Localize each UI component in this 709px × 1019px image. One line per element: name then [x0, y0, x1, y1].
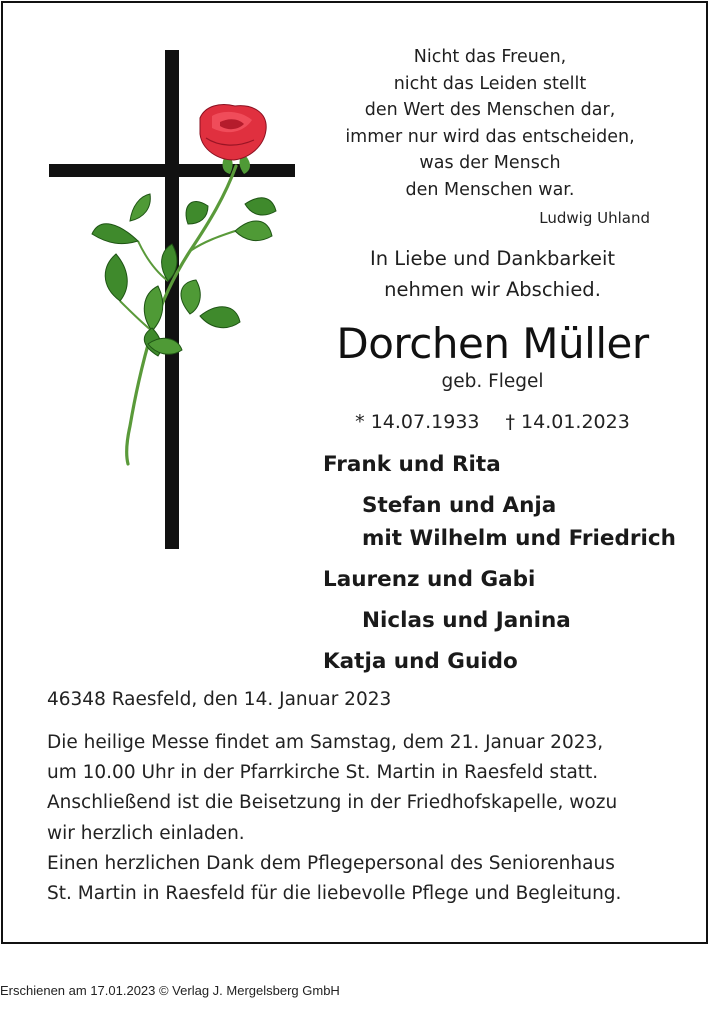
- service-information: [47, 728, 667, 909]
- body-line: Anschließend ist die Beisetzung in der Friedhofskapelle, wozu: [47, 792, 618, 814]
- body-line: St. Martin in Raesfeld für die liebevolle Pflege und Begleitung.: [47, 883, 622, 905]
- deceased-name: Dorchen Müller: [336, 319, 649, 368]
- quote-line: was der Mensch: [419, 153, 561, 173]
- farewell-line-1: In Liebe und Dankbarkeit: [369, 247, 616, 270]
- family-member-line: Stefan und Anja: [362, 493, 557, 518]
- family-member-line: mit Wilhelm und Friedrich: [362, 526, 676, 551]
- family-member-line: Frank und Rita: [323, 452, 501, 477]
- death-date: † 14.01.2023: [505, 411, 630, 433]
- publication-footer: Erschienen am 17.01.2023 © Verlag J. Mergelsberg GmbH: [0, 983, 340, 998]
- rose-icon: [92, 105, 276, 465]
- quote-line: den Menschen war.: [405, 179, 575, 200]
- farewell-line-2: nehmen wir Abschied.: [384, 278, 601, 301]
- cross-with-rose-illustration: [40, 46, 310, 556]
- maiden-name: geb. Flegel: [441, 371, 544, 392]
- family-member-line: Laurenz und Gabi: [323, 567, 536, 592]
- body-line: um 10.00 Uhr in der Pfarrkirche St. Martin in Raesfeld statt.: [47, 762, 599, 784]
- family-member-line: Katja und Guido: [323, 649, 518, 674]
- quote-line: den Wert des Menschen dar,: [364, 100, 616, 120]
- family-member-line: Niclas und Janina: [362, 608, 571, 633]
- place-and-date: 46348 Raesfeld, den 14. Januar 2023: [47, 689, 392, 710]
- body-line: wir herzlich einladen.: [47, 822, 245, 844]
- quote-line: immer nur wird das entscheiden,: [345, 126, 635, 147]
- birth-date: * 14.07.1933: [355, 411, 480, 433]
- poem-quote: [330, 44, 650, 203]
- farewell-text: [330, 243, 655, 305]
- quote-line: Nicht das Freuen,: [413, 47, 567, 67]
- quote-line: nicht das Leiden stellt: [393, 73, 587, 94]
- body-line: Einen herzlichen Dank dem Pflegepersonal des Seniorenhaus: [47, 852, 615, 874]
- quote-author: Ludwig Uhland: [539, 209, 650, 227]
- life-dates: [330, 411, 655, 433]
- body-line: Die heilige Messe findet am Samstag, dem 21. Januar 2023,: [47, 732, 604, 753]
